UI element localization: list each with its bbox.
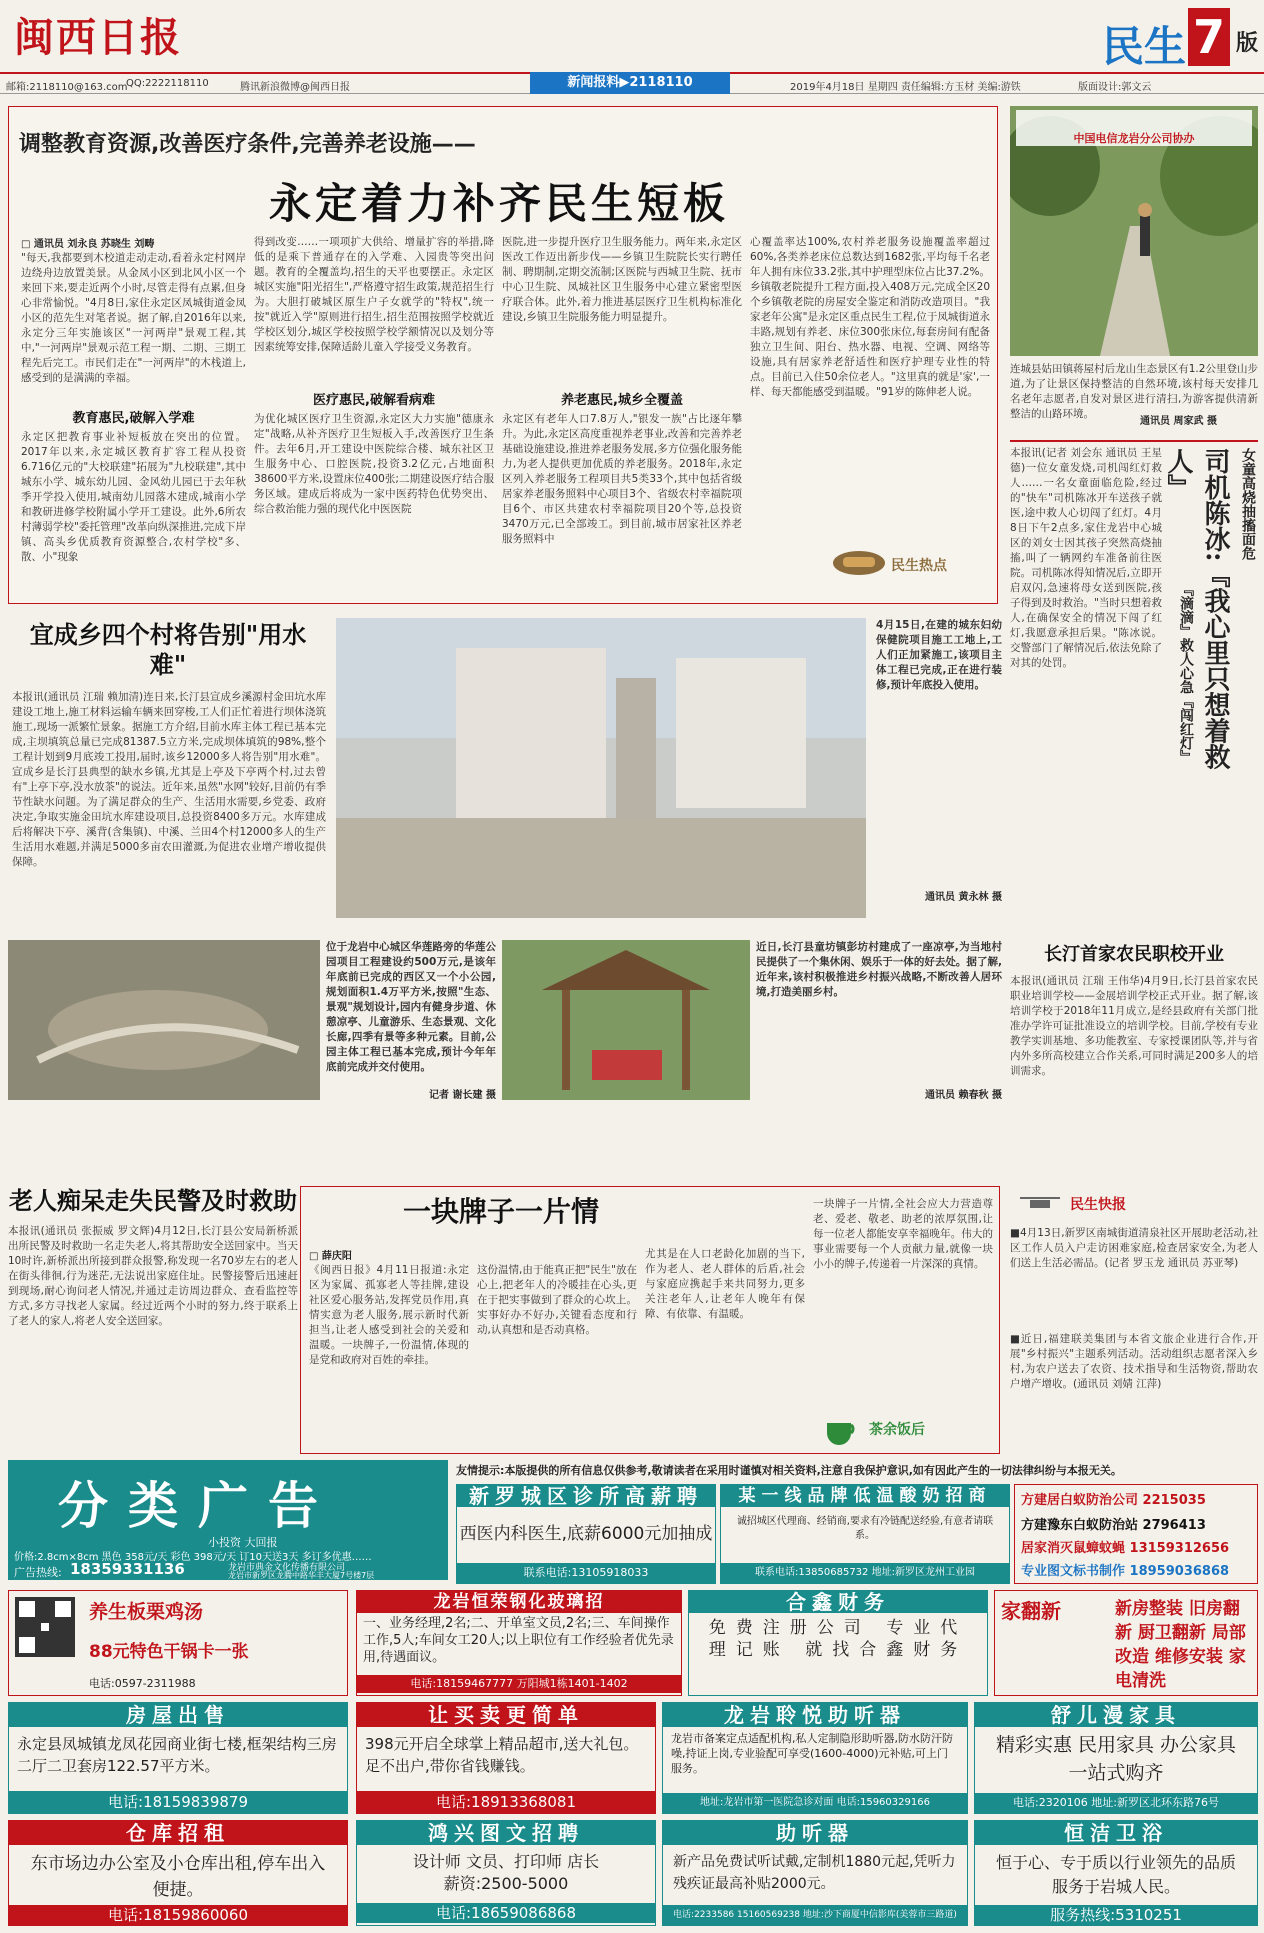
driver-side-title: 『滴滴』救人心急『闯红灯』 bbox=[1178, 582, 1194, 764]
classified-company: 龙岩市典金文化传播有限公司 bbox=[228, 1563, 346, 1573]
classified-price: 价格:2.8cm×8cm 黑色 358元/天 彩色 398元/天 订10天送3天 多订多优惠…… bbox=[14, 1552, 372, 1563]
issue-date: 2019年4月18日 星期四 责任编辑:方玉材 美编:游铁 bbox=[790, 82, 1021, 93]
masthead bbox=[0, 0, 1264, 70]
pavilion-illustration bbox=[502, 940, 750, 1100]
park-credit: 记者 谢长建 摄 bbox=[429, 1090, 496, 1101]
weibo: 腾讯新浪微博@闽西日报 bbox=[240, 82, 350, 93]
ad-finance bbox=[688, 1590, 988, 1696]
lead-kicker: 调整教育资源,改善医疗条件,完善养老设施—— bbox=[19, 132, 476, 157]
ad-bathroom-phone: 服务热线:5310251 bbox=[975, 1905, 1257, 1925]
lead-col1b-text: 永定区把教育事业补短板放在突出的位置。2017年以来,永定城区教育扩容工程从投资6.716亿元的"大校联建"拓展为"九校联建",其中城东小学、城东幼儿园、金风幼儿园已于去年秋季开学投入使用,城南幼儿园落木建成,城南小学和教研进修学校附属小学开工建设。此外,6所农村薄弱学校"委托管理"改革向纵深推进,完成下岸镇、高头乡优质教育资源整合,农村学校"多、散、小"现象 bbox=[21, 431, 246, 563]
ad-disclaimer: 友情提示:本版提供的所有信息仅供参考,敬请读者在采用时谨慎对相关资料,注意自我保护意识,如有因此产生的一切法律纠纷与本报无关。 bbox=[456, 1464, 1122, 1477]
ad-soup-phone: 电话:0597-2311988 bbox=[89, 1677, 196, 1690]
ad-hearing-body: 龙岩市备案定点适配机构,私人定制隐形助听器,防水防汗防噪,持证上岗,专业验配可享受(1600-4000)元补贴,可上门服务。 bbox=[671, 1732, 953, 1775]
ad-glass-title: 龙岩恒荣钢化玻璃招 bbox=[357, 1591, 681, 1613]
ad-print-phone: 电话:18659086868 bbox=[357, 1903, 655, 1923]
pavilion-caption: 近日,长汀县童坊镇彭坊村建成了一座凉亭,为当地村民提供了一个集休闲、娱乐于一体的好去处。据了解,近年来,该村积极推进乡村振兴战略,不断改善人居环境,打造美丽乡村。 bbox=[756, 941, 1002, 998]
lead-column-4 bbox=[750, 235, 990, 535]
plaque-col-3: 尤其是在人口老龄化加剧的当下,作为老人、老人群体的后盾,社会与家庭应携起手来共同努力,更多关注老年人,让老年人晚年有保障、有依靠、有温暖。 bbox=[645, 1248, 805, 1320]
ad-furniture-body: 精彩实惠 民用家具 办公家具 一站式购齐 bbox=[995, 1734, 1237, 1784]
layout-designer: 版面设计:郭文云 bbox=[1078, 82, 1152, 93]
news-hotline: 新闻报料▶2118110 bbox=[530, 72, 730, 94]
pavilion-credit: 通讯员 赖春秋 摄 bbox=[925, 1090, 1002, 1101]
pavilion-photo bbox=[502, 940, 750, 1100]
ad-renovation-title: 家翻新 bbox=[1001, 1599, 1061, 1623]
ad-pest-phone-2: 2796413 bbox=[1142, 1518, 1206, 1533]
lead-column-2 bbox=[254, 235, 494, 597]
ad-pest-company-4: 专业图文标书制作 bbox=[1021, 1564, 1126, 1579]
lead-col4-text: 心覆盖率达100%,农村养老服务设施覆盖率超过60%,各类养老床位总数达到1682张,平均每千名老年人拥有床位33.2张,其中护理型床位占比37.2%。乡镇敬老院提升工程方面,投入408万元,完成全区20个乡镇敬老院的房屋安全鉴定和消防改造项目。"我家老年公寓"是永定区重点民生工程,位于凤城街道永丰路,规划有养老、床位300张床位,每套房间有配备独立卫生间、阳台、热水器、电视、空调、网络等设施,具有居家养老舒适性和医疗护理专业性的特点。目前已入住50余位老人。"这里真的就是'家',一样、每天都能感受到温暖。"91岁的陈伸老人说。 bbox=[750, 236, 990, 398]
farmer-school-title: 长汀首家农民职校开业 bbox=[1044, 944, 1224, 965]
ad-pest-phone-1: 2215035 bbox=[1142, 1493, 1206, 1508]
hospital-photo bbox=[336, 618, 866, 918]
hospital-construction-illustration bbox=[336, 618, 866, 918]
ad-print-shop bbox=[356, 1820, 656, 1926]
tea-time-label: 茶余饭后 bbox=[869, 1422, 925, 1438]
ad-glass bbox=[356, 1590, 682, 1696]
ad-clinic-phone: 联系电话:13105918033 bbox=[457, 1563, 715, 1583]
pavilion-caption-block bbox=[756, 940, 1002, 1100]
park-aerial-illustration bbox=[8, 940, 320, 1100]
ad-bathroom bbox=[974, 1820, 1258, 1926]
ad-furniture-phone: 电话:2320106 地址:新罗区北环东路76号 bbox=[975, 1793, 1257, 1813]
park-caption: 位于龙岩中心城区华莲路旁的华莲公园项目工程建设约500万元,是该年年底前已完成的西区又一个小公园,规划面积1.4万平方米,按照"生态、景观"规划设计,园内有健身步道、休憩凉亭、儿童游乐、生态景观、文化长廊,四季有景等多种元素。目前,公园主体工程已基本完成,预计今年年底前完成并交付使用。 bbox=[326, 941, 496, 1073]
ad-hearing-title: 龙岩聆悦助听器 bbox=[663, 1703, 967, 1727]
plaque-col-4: 一块牌子一片情,全社会应大力营造尊老、爱老、敬老、助老的浓厚氛围,让每一位老人都能安享幸福晚年。伟大的事业需要每一个人贡献力量,就像一块小小的牌子,传递着一片深深的真情。 bbox=[813, 1198, 993, 1270]
ad-glass-body: 一、业务经理,2名;二、开单室文员,2名;三、车间操作工作,5人;车间女工20人;以上职位有工作经验者优先录用,待遇面议。 bbox=[363, 1616, 674, 1665]
ad-bathroom-title: 恒洁卫浴 bbox=[975, 1821, 1257, 1845]
ad-pest-control bbox=[1014, 1484, 1258, 1584]
park-caption-block bbox=[326, 940, 496, 1100]
ad-soup-title: 养生板栗鸡汤 bbox=[89, 1601, 204, 1623]
ad-hearing-aid-2 bbox=[662, 1820, 968, 1926]
page-ban-label: 版 bbox=[1235, 31, 1258, 56]
hot-topic-label: 民生热点 bbox=[891, 558, 947, 574]
lead-col2-subhead: 医疗惠民,破解看病难 bbox=[313, 393, 435, 408]
ad-hearing2-body: 新产品免费试听试戴,定制机1880元起,凭听力残疾证最高补贴2000元。 bbox=[673, 1854, 956, 1892]
ad-pest-company-2: 方建豫东白蚁防治站 bbox=[1021, 1518, 1139, 1533]
ad-pest-phone-4: 18959036868 bbox=[1129, 1564, 1230, 1579]
ad-warehouse-title: 仓库招租 bbox=[9, 1821, 347, 1845]
hospital-caption: 4月15日,在建的城东妇幼保健院项目施工工地上,工人们正加紧施工,该项目主体工程已完成,正在进行装修,预计年底投入使用。 bbox=[876, 619, 1002, 691]
ad-soup-offer: 88元特色干锅卡一张 bbox=[89, 1642, 249, 1662]
ad-print-title: 鸿兴图文招聘 bbox=[357, 1821, 655, 1845]
plaque-col-1: 《闽西日报》4月11日报道:永定区为家属、孤寡老人等挂牌,建设社区爱心服务站,发挥党员作用,真情实意为老人服务,展示新时代新担当,让老人感受到社会的关爱和温暖。一块牌子,一份温情,体现的是党和政府对百姓的牵挂。 bbox=[309, 1264, 469, 1366]
ad-hearing2-phone: 电话:2233586 15160569238 地址:沙下商厦中信影库(美蓉市三路道) bbox=[663, 1905, 967, 1925]
quick-news-label: 民生快报 bbox=[1070, 1197, 1126, 1213]
ad-house bbox=[8, 1702, 348, 1814]
quick-news bbox=[1010, 1186, 1258, 1454]
ad-house-title: 房屋出售 bbox=[9, 1703, 347, 1727]
classified-sub: 小投资 大回报 bbox=[208, 1536, 278, 1549]
water-story bbox=[8, 612, 328, 932]
lead-col3b-text: 永定区有老年人口7.8万人,"银发一族"占比逐年攀升。为此,永定区高度重视养老事业,改善和完善养老基础设施建设,推进养老服务发展,多方位强化服务能力,为老人提供更加优质的养老服务。2018年,永定区列入养老服务工程项目共5类33个,其中包括省级居家养老服务照料中心项目3个、省级农村幸福院项目6个、市区共建农村幸福院项目20个等,总投资3470万元,已全部竣工。到目前,城市居家社区养老服务照料中 bbox=[502, 413, 742, 545]
trail-photo-credit: 通讯员 周家武 摄 bbox=[1140, 416, 1217, 427]
ad-bathroom-body: 恒于心、专于质以行业领先的品质服务于岩城人民。 bbox=[995, 1853, 1236, 1896]
ad-pest-phone-3: 13159312656 bbox=[1129, 1541, 1230, 1556]
email: 邮箱:2118110@163.com bbox=[6, 82, 128, 93]
plaque-byline: □ 薛庆阳 bbox=[309, 1251, 352, 1262]
driver-story bbox=[1010, 440, 1258, 930]
dementia-title: 老人痴呆走失民警及时救助 bbox=[9, 1186, 297, 1215]
quick-news-header bbox=[1020, 1186, 1240, 1220]
lead-byline: □ 通讯员 刘永良 苏晓生 刘畴 bbox=[21, 239, 155, 250]
classified-title: 分类广告 bbox=[58, 1477, 338, 1535]
teacup-icon bbox=[821, 1411, 861, 1447]
classified-address: 龙岩市新罗区龙腾中路华丰大厦7号楼7层 bbox=[228, 1571, 375, 1580]
ad-soup bbox=[8, 1590, 348, 1696]
water-body: 本报讯(通讯员 江瑞 赖加清)连日来,长汀县宣成乡溪源村金田坑水库建设工地上,施工材料运输车辆来回穿梭,工人们正忙着进行坝体浇筑施工,现场一派繁忙景象。据施工方介绍,目前水库主体工程已基本完成,主坝填筑总量已完成81387.5立方米,完成坝体填筑的98%,整个工程计划到9月底竣工投用,届时,该乡12000多人将告别"用水难"。宣成乡是长汀县典型的缺水乡镇,尤其是上亭及下亭两个村,过去曾有"上亭下亭,没水放茶"的说法。近年来,虽然"水网"较好,目前仍有季节性缺水问题。为了满足群众的生产、生活用水需要,乡党委、政府决定,争取实施金田坑水库建设项目,总投资8400多万元。水库建成后将解决下亭、溪背(含集镇)、中溪、兰田4个村12000多人的生产生活用水难题,并满足5000多亩农田灌溉,为促进农业增产增收提供保障。 bbox=[12, 691, 326, 868]
hospital-credit: 通讯员 黄永林 摄 bbox=[925, 892, 1002, 903]
newspaper-logo: 闽西日报 bbox=[14, 14, 182, 61]
park-photo bbox=[8, 940, 320, 1100]
classified-header bbox=[8, 1460, 448, 1580]
ad-clinic bbox=[456, 1484, 716, 1584]
classified-hotline: 18359331136 bbox=[70, 1560, 185, 1578]
section-name: 民生 bbox=[1101, 22, 1186, 71]
ad-yogurt-body: 诚招城区代理商、经销商,要求有冷链配送经验,有意者请联系。 bbox=[736, 1516, 994, 1541]
lead-story bbox=[8, 106, 998, 604]
ad-market-title: 让买卖更简单 bbox=[357, 1703, 655, 1727]
qr-code-icon bbox=[15, 1597, 75, 1657]
sponsor-banner: 中国电信龙岩分公司协办 bbox=[1016, 110, 1252, 146]
hospital-caption-block bbox=[876, 618, 1002, 918]
ad-finance-title: 合鑫财务 bbox=[689, 1591, 987, 1613]
qq: QQ:2222118110 bbox=[126, 78, 209, 89]
lead-col1-text: "每天,我都要到木校道走动走动,看着永定村网岸边绕舟边放置美景。从金凤小区到北风小区一个来回下来,要走近两个小时,尽管走得有点累,但身心非常愉悦。"4月8日,家住永定区凤城街道金凤小区的范先生对笔者说。据了解,自2016年以来,永定分三年实施该区"一河两岸"景观工程,其中,"一河两岸"景观示范工程一期、二期、三期工程先后完工。市民们走在"一河两岸"的木栈道上,感受到的是满满的幸福。 bbox=[21, 252, 246, 384]
page-number: 7 bbox=[1188, 8, 1230, 66]
ad-market bbox=[356, 1702, 656, 1814]
ad-yogurt-phone: 联系电话:13850685732 地址:新罗区龙州工业园 bbox=[721, 1563, 1009, 1583]
ad-print-body: 设计师 文员、打印师 店长 bbox=[412, 1852, 600, 1871]
driver-title: 司机陈冰:『我心里只想着救人』 bbox=[1163, 448, 1230, 770]
ad-warehouse bbox=[8, 1820, 348, 1926]
ad-clinic-title: 新罗城区诊所高薪聘 bbox=[457, 1485, 715, 1507]
ad-market-body: 398元开启全球掌上精品超市,送大礼包。足不出户,带你省钱赚钱。 bbox=[365, 1735, 639, 1775]
ads-area bbox=[8, 1460, 1258, 1928]
ad-hearing-aid bbox=[662, 1702, 968, 1814]
ad-glass-phone: 电话:18159467777 万阳城1栋1401-1402 bbox=[357, 1675, 681, 1693]
lead-col2b-text: 为优化城区医疗卫生资源,永定区大力实施"德康永定"战略,从补齐医疗卫生短板入手,改善医疗卫生条件。去年6月,开工建设中医院综合楼、城东社区卫生服务中心、口腔医院,投资3.2亿元,占地面积38600平方米,设置床位400张;二期建设医疗结合服务区域。建成后将成为一家中医药特色优势突出、综合救治能力强的现代化中医医院 bbox=[254, 413, 494, 515]
farmer-school-body: 本报讯(通讯员 江瑞 王伟华)4月9日,长汀县首家农民职业培训学校——金展培训学校正式开业。据了解,该培训学校于2018年11月成立,是经县政府有关部门批准办学许可证批准设立的培训学校。目前,学校有专业教学实训基地、多功能教室、专家授课团队等,并与省内外多所高校建立合作关系,可同时满足200多人的培训需求。 bbox=[1010, 975, 1258, 1077]
ad-furniture bbox=[974, 1702, 1258, 1814]
plaque-col-2: 这份温情,由于能真正把"民生"放在心上,把老年人的冷暖挂在心头,更在于把实事做到了群众的心坎上。实事好办不好办,关键看态度和行动,认真想和是否动真格。 bbox=[477, 1264, 637, 1336]
ad-market-phone: 电话:18913368081 bbox=[357, 1791, 655, 1813]
ad-warehouse-phone: 电话:18159860060 bbox=[9, 1905, 347, 1925]
ad-house-body: 永定县凤城镇龙凤花园商业街七楼,框架结构三房二厅二卫套房122.57平方米。 bbox=[17, 1735, 337, 1775]
lead-column-1 bbox=[21, 251, 246, 597]
ad-yogurt-title: 某一线品牌低温酸奶招商 bbox=[721, 1485, 1009, 1507]
plaque-commentary bbox=[300, 1186, 1000, 1454]
ad-pest-company-3: 居家消灭鼠蟑蚊蝇 bbox=[1021, 1541, 1126, 1556]
lead-column-3 bbox=[502, 235, 742, 597]
water-title: 宜成乡四个村将告别"用水难" bbox=[29, 620, 307, 679]
driver-kicker: 女童高烧抽搐面危 bbox=[1240, 448, 1256, 560]
driver-body: 本报讯(记者 刘会东 通讯员 王星德)一位女童发烧,司机闯红灯救人……一名女童面临危险,经过的"快车"司机陈冰开车送孩子就医,途中救人心切闯了红灯。4月8日下午2点多,家住龙岩中心城区的刘女士因其孩子突然高烧抽搐,叫了一辆网约车准备前往医院。司机陈冰得知情况后,立即开启双闪,急速将母女送到医院,孩子得到及时救治。"当时只想着救人,在确保安全的情况下闯了红灯,我愿意承担后果。"陈冰说。交警部门了解情况后,依法免除了对其的处罚。 bbox=[1010, 447, 1162, 669]
ad-warehouse-body: 东市场边办公室及小仓库出租,停车出入便捷。 bbox=[30, 1854, 326, 1900]
classified-hotline-label: 广告热线: bbox=[14, 1566, 62, 1579]
lead-col1-subhead: 教育惠民,破解入学难 bbox=[72, 411, 195, 426]
ad-furniture-title: 舒儿漫家具 bbox=[975, 1703, 1257, 1727]
ad-finance-body: 免费注册公司 专业代理记账 就找合鑫财务 bbox=[708, 1618, 968, 1660]
lead-title: 永定着力补齐民生短板 bbox=[268, 179, 729, 228]
lead-col3-subhead: 养老惠民,城乡全覆盖 bbox=[561, 393, 683, 408]
trail-photo bbox=[1010, 106, 1258, 356]
tea-time-badge bbox=[821, 1411, 991, 1447]
trail-photo-caption: 连城县姑田镇蒋屋村后龙山生态景区有1.2公里登山步道,为了让景区保持整洁的自然环境,该村每天安排几名老年志愿者,自发对景区进行清扫,为游客提供清新整洁的山路环境。 bbox=[1010, 363, 1258, 420]
trail-photo-block bbox=[1010, 106, 1258, 427]
plaque-title: 一块牌子一片情 bbox=[402, 1195, 599, 1228]
dementia-body: 本报讯(通讯员 张振威 罗文辉)4月12日,长汀县公安局新桥派出所民警及时救助一名走失老人,将其帮助安全送回家中。当天10时许,新桥派出所接到群众报警,称发现一名70岁左右的老人在街头徘徊,行为迷茫,无法说出家庭住址。民警接警后迅速赶到现场,耐心询问老人情况,并通过走访周边群众、查看监控等方式,多方寻找老人家属。经过近两个小时的努力,终于联系上了老人的家人,将老人安全送回家。 bbox=[8, 1225, 298, 1327]
drone-icon bbox=[1020, 1186, 1060, 1220]
lead-col3-text: 医院,进一步提升医疗卫生服务能力。两年来,永定区医改工作迈出新步伐——乡镇卫生院院长实行聘任制、聘期制,定期交流制;区医院与西城卫生院、抚市中心卫生院、凤城社区卫生服务中心建立紧密型医疗联合体。此外,着力推进基层医疗卫生机构标准化建设,乡镇卫生院服务能力明显提升。 bbox=[502, 236, 742, 323]
ad-yogurt bbox=[720, 1484, 1010, 1584]
quick-news-item-2: ■近日,福建联美集团与本省文旅企业进行合作,开展"乡村振兴"主题系列活动。活动组织志愿者深入乡村,为农户送去了农资、技术指导和生活物资,帮助农户增产增收。(通讯员 刘婧 江萍) bbox=[1010, 1333, 1258, 1390]
ad-renovation-items: 新房整装 旧房翻新 厨卫翻新 局部改造 维修安装 家电清洗 bbox=[1115, 1599, 1246, 1691]
ad-pest-company-1: 方建居白蚁防治公司 bbox=[1021, 1493, 1139, 1508]
ad-clinic-body: 西医内科医生,底薪6000元加抽成 bbox=[459, 1524, 713, 1544]
farmer-school-story bbox=[1010, 940, 1258, 1110]
ad-hearing-phone: 地址:龙岩市第一医院急诊对面 电话:15960329166 bbox=[663, 1793, 967, 1813]
quick-news-item-1: ■4月13日,新罗区南城街道清泉社区开展助老活动,社区工作人员入户走访困难家庭,检查居家安全,为老人们送上生活必需品。(记者 罗玉龙 通讯员 苏亚琴) bbox=[1010, 1227, 1258, 1269]
hot-topic-badge bbox=[829, 547, 979, 587]
ad-print-salary: 薪资:2500-5000 bbox=[443, 1874, 569, 1893]
ad-renovation bbox=[994, 1590, 1258, 1696]
handshake-icon bbox=[829, 547, 889, 577]
dementia-story bbox=[8, 1186, 298, 1454]
ad-hearing2-title: 助听器 bbox=[663, 1821, 967, 1845]
ad-house-phone: 电话:18159839879 bbox=[9, 1791, 347, 1813]
lead-col2-text: 得到改变……一项项扩大供给、增量扩容的举措,降低的是乘下普通存在的入学难、入园贵等突出问题。教育的全覆盖均,招生的天平也要摆正。永定区城区实施"阳光招生",严格遵守招生政策,规范招生行为。大胆打破城区原生户子女就学的"特权",统一按"就近入学"原则进行招生,招生范围按照学校就近学校区划分,城区学校按照学校学额情况以及划分等因素统筹安排,保障适龄儿童入学接受义务教育。 bbox=[254, 236, 494, 353]
